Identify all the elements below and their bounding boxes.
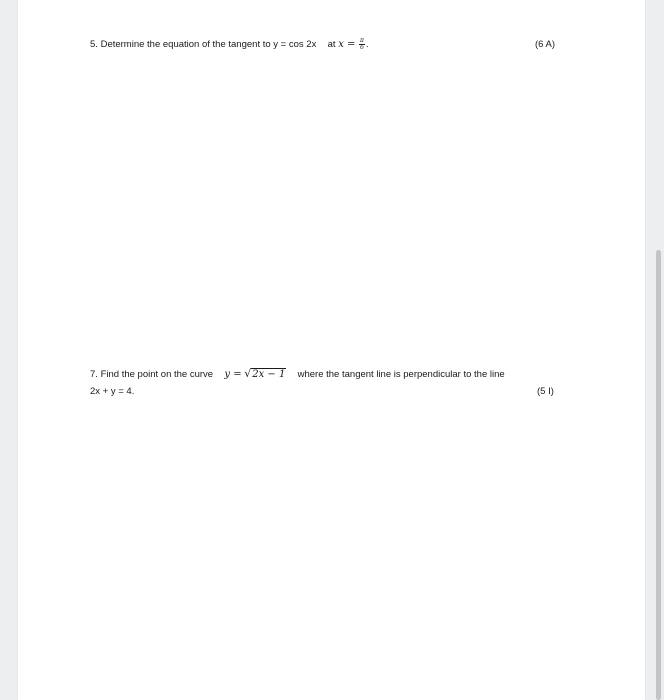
question-5-number: 5. bbox=[90, 39, 98, 51]
fraction-numerator: π bbox=[360, 37, 364, 44]
vertical-scrollbar[interactable] bbox=[656, 250, 661, 700]
sqrt-sign: √ bbox=[244, 367, 252, 380]
question-7-text-after: where the tangent line is perpendicular to the line bbox=[297, 369, 505, 380]
sqrt-radicand: 2x − 1 bbox=[252, 369, 286, 380]
question-5-text: Determine the equation of the tangent to y = cos 2x bbox=[100, 39, 317, 51]
question-5 bbox=[90, 38, 369, 51]
fraction-denominator: 6 bbox=[360, 44, 364, 51]
question-7-marks: (5 I) bbox=[537, 386, 554, 397]
question-7-line2: 2x + y = 4. bbox=[90, 386, 135, 397]
question-5-at: at bbox=[327, 39, 336, 51]
question-7-text: Find the point on the curve bbox=[100, 369, 214, 380]
question-7-number: 7. bbox=[90, 369, 98, 380]
question-5-period: . bbox=[365, 39, 369, 51]
question-5-fraction bbox=[359, 38, 365, 51]
question-5-marks: (6 A) bbox=[535, 39, 556, 50]
question-5-math-var: x = bbox=[338, 39, 356, 51]
question-7-math-lhs: y = bbox=[224, 369, 242, 380]
document-page bbox=[18, 0, 645, 700]
question-7 bbox=[90, 367, 505, 380]
